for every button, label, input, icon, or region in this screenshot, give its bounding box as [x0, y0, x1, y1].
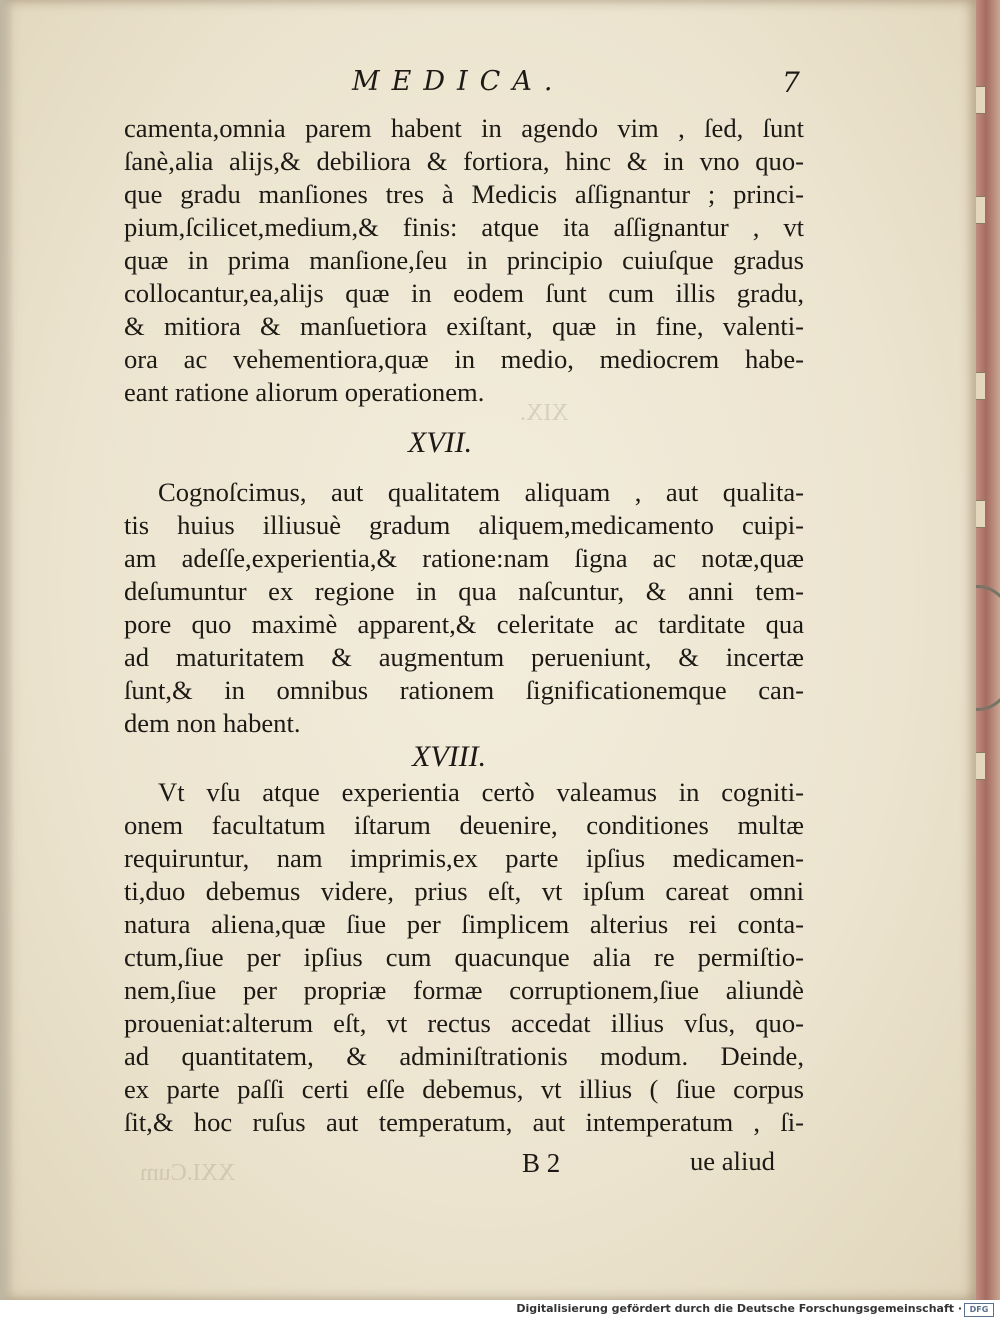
page-gutter [0, 0, 14, 1300]
running-head [0, 66, 976, 106]
funding-notice: Digitalisierung gefördert durch die Deutsche Forschungsgemeinschaft · [516, 1302, 962, 1315]
text-line: camenta,omnia parem habent in agendo vim , ſed, ſunt [124, 113, 804, 143]
text-line: am adeſſe,experientia,& ratione:nam ſigna ac notæ,quæ [124, 543, 804, 573]
text-line: ctum,ſiue per ipſius cum quacunque alia re permiſtio- [124, 942, 804, 972]
bleed-through: XXI.Cum [140, 1160, 236, 1186]
text-line: dem non habent. [124, 708, 301, 738]
dfg-logo: DFG [964, 1303, 994, 1317]
text-line: ora ac vehementiora,quæ in medio, mediocrem habe- [124, 344, 804, 374]
text-line: nem,ſiue per propriæ formæ corruptionem,ſiue aliundè [124, 975, 804, 1005]
text-line: ſunt,& in omnibus rationem ſignificationemque can- [124, 675, 804, 705]
text-line: ad maturitatem & augmentum perueniunt, & incertæ [124, 642, 804, 672]
text-line: ad quantitatem, & adminiſtrationis modum. Deinde, [124, 1041, 804, 1071]
section-numeral: XVII. [408, 426, 473, 459]
text-line: eant ratione aliorum operationem. [124, 377, 485, 407]
text-line: Cognoſcimus, aut qualitatem aliquam , aut qualita- [158, 477, 804, 507]
text-line: ſit,& hoc ruſus aut temperatum, aut intemperatum , ſi- [124, 1107, 804, 1137]
text-line: ſanè,alia alijs,& debiliora & fortiora, hinc & in vno quo- [124, 146, 804, 176]
text-line: pore quo maximè apparent,& celeritate ac tarditate qua [124, 609, 804, 639]
text-line: onem facultatum iſtarum deuenire, conditiones multæ [124, 810, 804, 840]
text-line: Vt vſu atque experientia certò valeamus in cogniti- [158, 777, 804, 807]
footer-bar [0, 1300, 1000, 1319]
text-line: quæ in prima manſione,ſeu in principio cuiuſque gradus [124, 245, 804, 275]
text-line: & mitiora & manſuetiora exiſtant, quæ in fine, valenti- [124, 311, 804, 341]
text-line: pium,ſcilicet,medium,& finis: atque ita aſſignantur , vt [124, 212, 804, 242]
text-line: ex parte paſſi certi eſſe debemus, vt illius ( ſiue corpus [124, 1074, 804, 1104]
text-line: que gradu manſiones tres à Medicis aſſignantur ; princi- [124, 179, 804, 209]
text-line: ti,duo debemus videre, prius eſt, vt ipſum careat omni [124, 876, 804, 906]
section-numeral: XVIII. [412, 740, 487, 773]
text-line: tis huius illiusuè gradum aliquem,medicamento cuipi- [124, 510, 804, 540]
page-number: 7 [782, 66, 800, 99]
text-line: requiruntur, nam imprimis,ex parte ipſius medicamen- [124, 843, 804, 873]
text-line: deſumuntur ex regione in qua naſcuntur, & anni tem- [124, 576, 804, 606]
text-line: proueniat:alterum eſt, vt rectus accedat illius vſus, quo- [124, 1008, 804, 1038]
bleed-through: XIX. [520, 400, 569, 426]
running-title: MEDICA. [352, 66, 565, 97]
signature-mark: B 2 [522, 1148, 561, 1178]
text-line: natura aliena,quæ ſiue per ſimplicem alterius rei conta- [124, 909, 804, 939]
catchword: ue aliud [690, 1146, 775, 1176]
text-line: collocantur,ea,alijs quæ in eodem ſunt cum illis gradu, [124, 278, 804, 308]
